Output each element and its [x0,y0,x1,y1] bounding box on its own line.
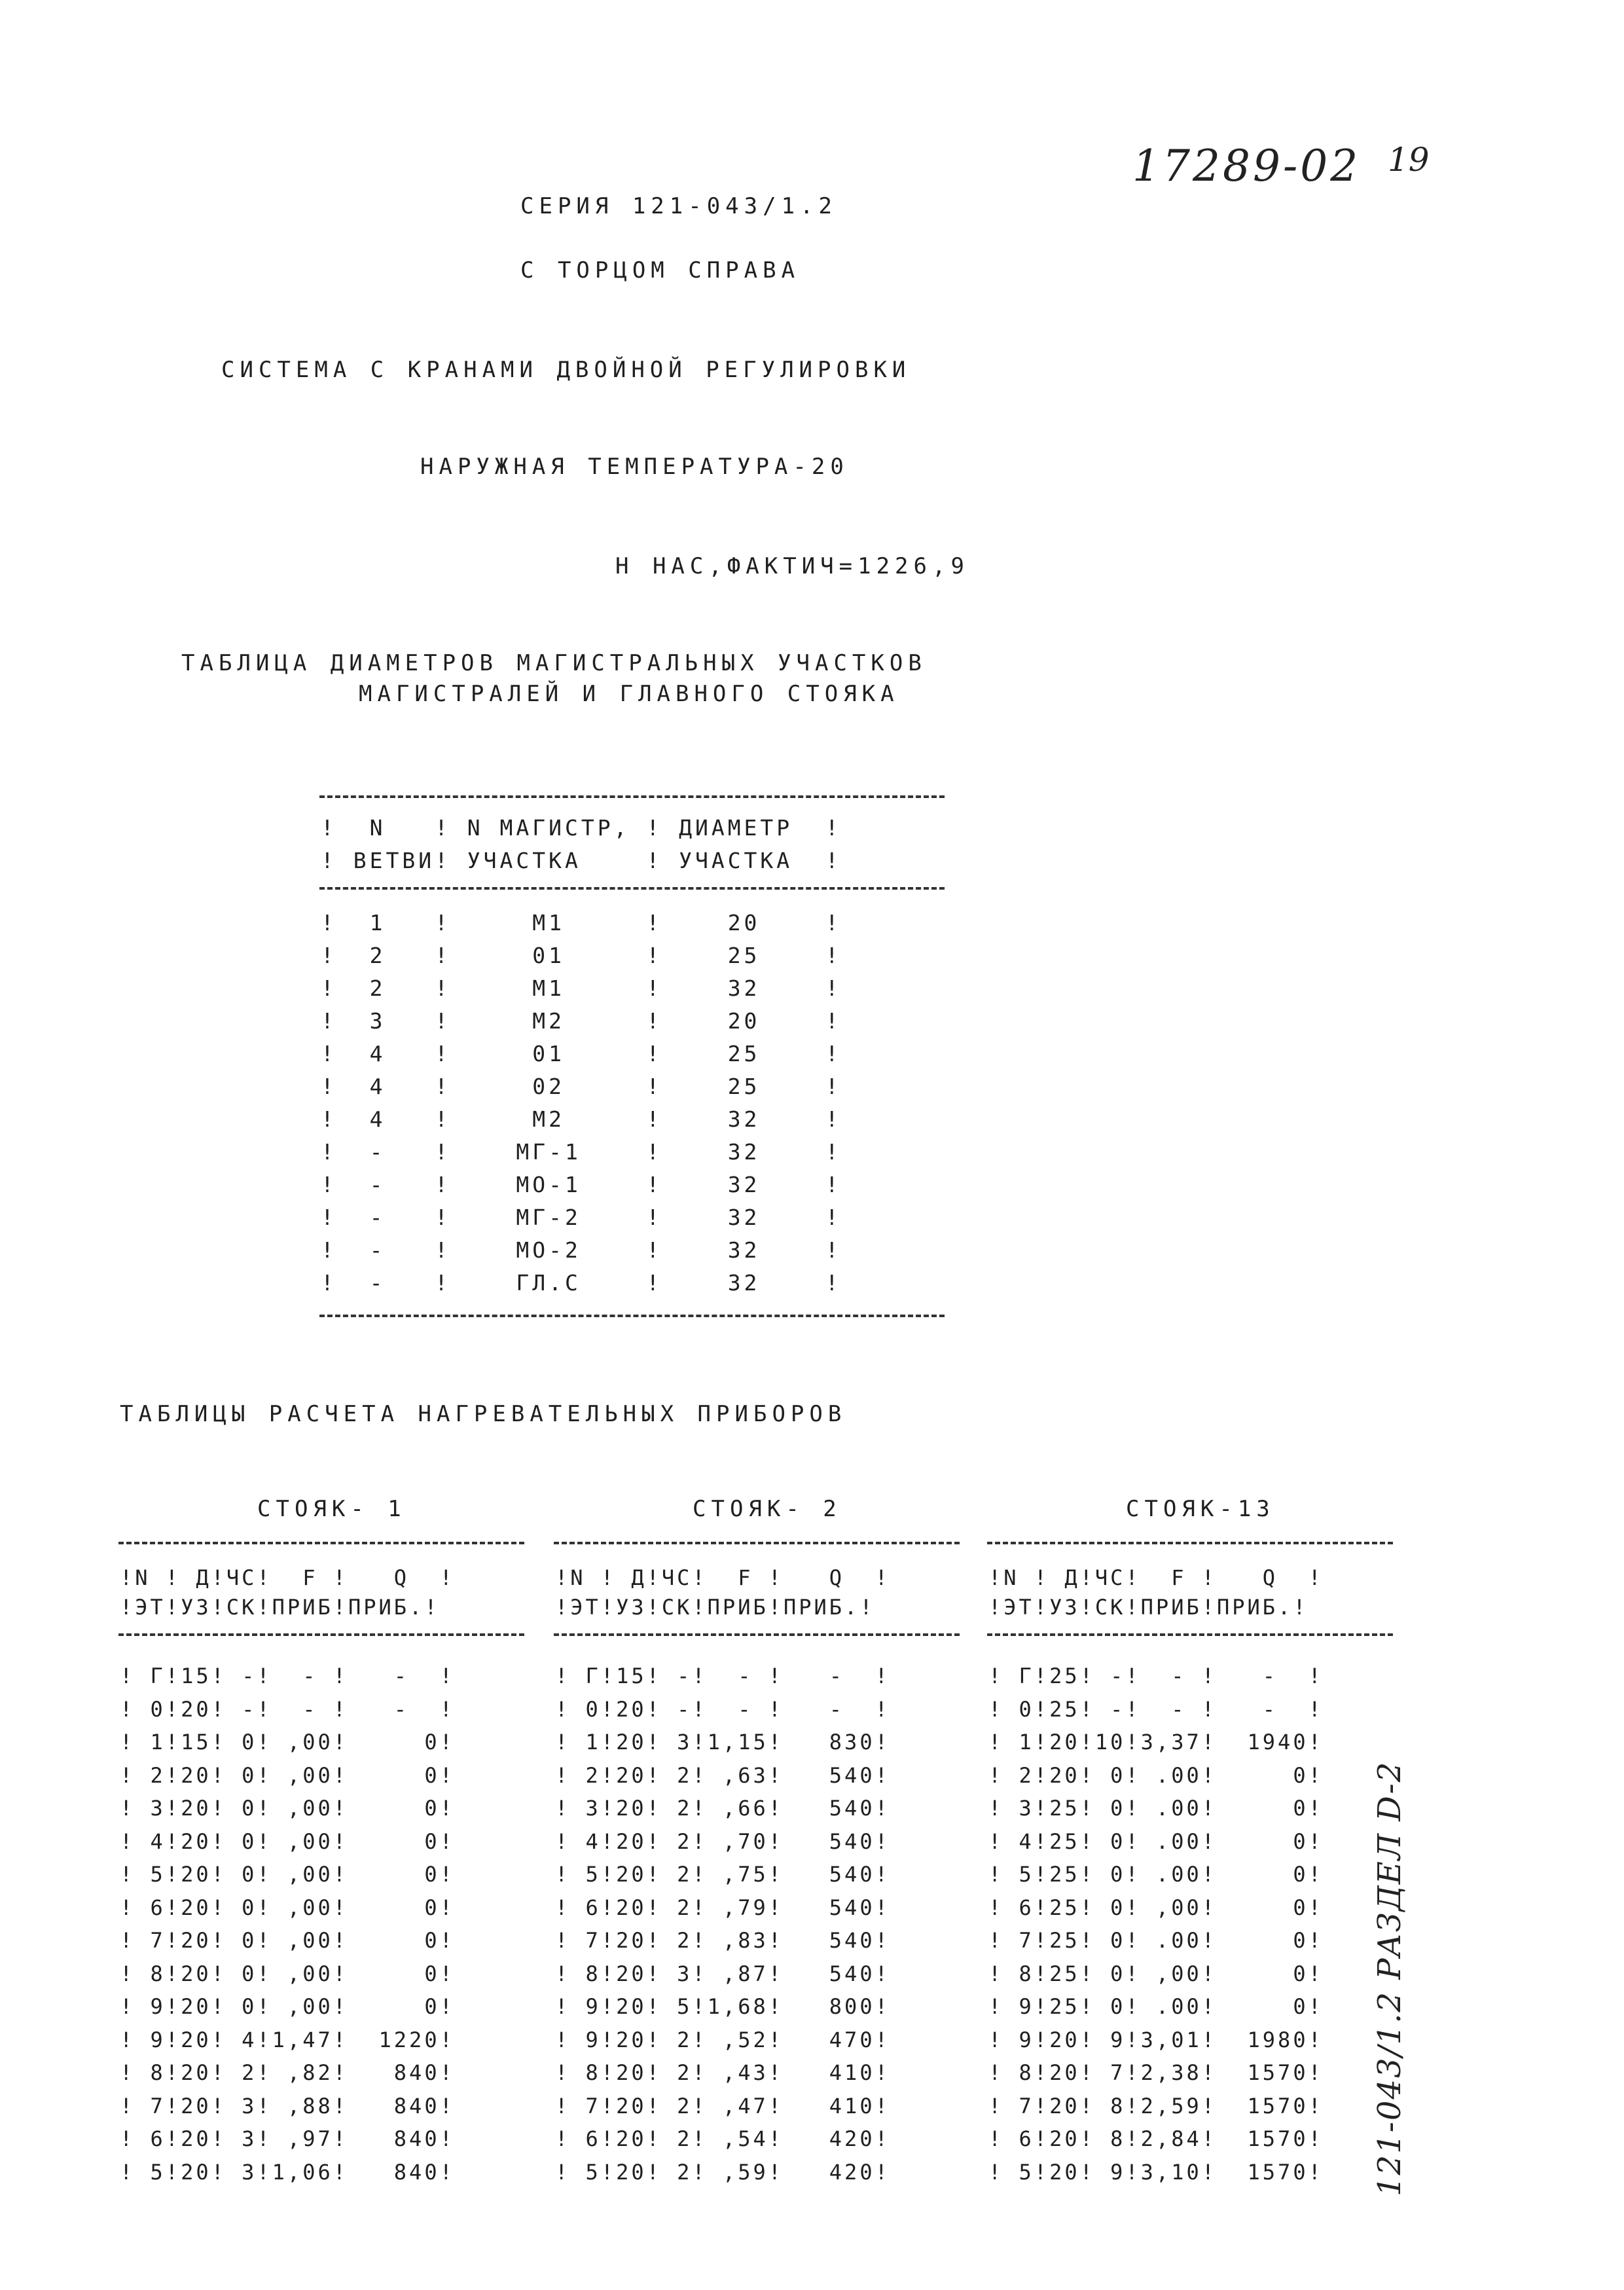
riser-row: ! 0!20! -! - ! - ! [120,1696,455,1722]
riser-header-rule [987,1633,1393,1636]
riser-row: ! 7!20! 8!2,59! 1570! [988,2093,1324,2118]
riser-row: ! 5!25! 0! .00! 0! [988,1862,1324,1887]
riser-row: ! 8!20! 3! ,87! 540! [555,1961,890,1986]
riser-row: ! 8!20! 2! ,82! 840! [120,2060,455,2085]
riser-row: ! 9!20! 4!1,47! 1220! [120,2027,455,2052]
riser-top-rule [118,1542,524,1544]
riser-top-rule [554,1542,960,1544]
riser-row: ! 6!20! 8!2,84! 1570! [988,2126,1324,2151]
subtitle: С ТОРЦОМ СПРАВА [520,257,801,283]
handwritten-page-number: 19 [1388,141,1430,179]
pump-head: Н НАС,ФАКТИЧ=1226,9 [615,553,969,579]
riser-row: ! 2!20! 0! ,00! 0! [120,1762,455,1788]
diameter-table-title: ТАБЛИЦА ДИАМЕТРОВ МАГИСТРАЛЬНЫХ УЧАСТКОВ [181,650,927,676]
riser-row: ! 6!20! 2! ,54! 420! [555,2126,890,2151]
riser-row: ! 8!20! 7!2,38! 1570! [988,2060,1324,2085]
riser-row: ! 6!25! 0! ,00! 0! [988,1895,1324,1920]
series-title: СЕРИЯ 121-043/1.2 [520,193,837,219]
riser-header-row1: !N ! Д!ЧС! F ! Q ! [555,1565,890,1590]
diameter-table-row: ! 4 ! 02 ! 25 ! [321,1074,842,1099]
diameter-table-row: ! - ! ГЛ.С ! 32 ! [321,1270,842,1296]
riser-row: ! 0!20! -! - ! - ! [555,1696,890,1722]
riser-row: ! 6!20! 3! ,97! 840! [120,2126,455,2151]
riser-row: ! 2!20! 2! ,63! 540! [555,1762,890,1788]
riser-row: ! 1!20!10!3,37! 1940! [988,1730,1324,1754]
riser-header-row2: !ЭТ!УЗ!СК!ПРИБ!ПРИБ.! [988,1595,1308,1620]
diameter-table-header-rule [319,887,945,890]
riser-row: ! 4!25! 0! .00! 0! [988,1828,1324,1854]
diameter-table-header-row1: ! N ! N МАГИСТР, ! ДИАМЕТР ! [321,815,842,841]
riser-row: ! Г!25! -! - ! - ! [988,1663,1324,1688]
riser-row: ! 5!20! 2! ,59! 420! [555,2159,890,2185]
diameter-table-row: ! - ! МГ-1 ! 32 ! [321,1139,842,1165]
riser-row: ! 3!25! 0! .00! 0! [988,1796,1324,1821]
diameter-table-top-rule [319,795,945,798]
riser-row: ! 3!20! 2! ,66! 540! [555,1796,890,1821]
riser-row: ! 1!20! 3!1,15! 830! [555,1730,890,1754]
riser-row: ! 7!20! 3! ,88! 840! [120,2093,455,2118]
diameter-table-bottom-rule [319,1315,945,1317]
riser-row: ! 6!20! 0! ,00! 0! [120,1895,455,1920]
diameter-table-row: ! - ! МО-2 ! 32 ! [321,1237,842,1263]
diameter-table-row: ! - ! МГ-2 ! 32 ! [321,1205,842,1230]
riser-row: ! 7!20! 2! ,83! 540! [555,1928,890,1953]
diameter-table-row: ! 2 ! 01 ! 25 ! [321,943,842,968]
diameter-table-row: ! 2 ! М1 ! 32 ! [321,975,842,1001]
riser-title: СТОЯК- 1 [257,1496,406,1522]
diameter-table-row: ! 1 ! М1 ! 20 ! [321,910,842,936]
riser-row: ! Г!15! -! - ! - ! [555,1663,890,1688]
riser-row: ! 2!20! 0! .00! 0! [988,1762,1324,1788]
riser-row: ! 4!20! 0! ,00! 0! [120,1828,455,1854]
riser-row: ! 9!25! 0! .00! 0! [988,1994,1324,2019]
diameter-table-row: ! 4 ! 01 ! 25 ! [321,1041,842,1066]
diameter-table-row: ! - ! МО-1 ! 32 ! [321,1172,842,1197]
riser-row: ! 8!20! 2! ,43! 410! [555,2060,890,2085]
riser-row: ! 8!20! 0! ,00! 0! [120,1961,455,1986]
riser-header-row2: !ЭТ!УЗ!СК!ПРИБ!ПРИБ.! [555,1595,875,1620]
riser-row: ! 9!20! 9!3,01! 1980! [988,2027,1324,2052]
handwritten-side-note: 121-043/1.2 РАЗДЕЛ D-2 [1371,1760,1408,2196]
riser-header-row2: !ЭТ!УЗ!СК!ПРИБ!ПРИБ.! [120,1595,440,1620]
diameter-table-row: ! 4 ! М2 ! 32 ! [321,1106,842,1132]
riser-row: ! 4!20! 2! ,70! 540! [555,1828,890,1854]
riser-row: ! Г!15! -! - ! - ! [120,1663,455,1688]
riser-row: ! 5!20! 0! ,00! 0! [120,1862,455,1887]
riser-row: ! 7!20! 2! ,47! 410! [555,2093,890,2118]
riser-row: ! 0!25! -! - ! - ! [988,1696,1324,1722]
riser-row: ! 3!20! 0! ,00! 0! [120,1796,455,1821]
outdoor-temperature: НАРУЖНАЯ ТЕМПЕРАТУРА-20 [420,454,849,480]
riser-row: ! 7!20! 0! ,00! 0! [120,1928,455,1953]
riser-header-rule [554,1633,960,1636]
riser-row: ! 5!20! 2! ,75! 540! [555,1862,890,1887]
heaters-title: ТАБЛИЦЫ РАСЧЕТА НАГРЕВАТЕЛЬНЫХ ПРИБОРОВ [120,1401,847,1427]
riser-row: ! 9!20! 5!1,68! 800! [555,1994,890,2019]
riser-header-row1: !N ! Д!ЧС! F ! Q ! [120,1565,455,1590]
diameter-table-subtitle: МАГИСТРАЛЕЙ И ГЛАВНОГО СТОЯКА [359,681,899,707]
riser-header-row1: !N ! Д!ЧС! F ! Q ! [988,1565,1324,1590]
riser-row: ! 5!20! 3!1,06! 840! [120,2159,455,2185]
riser-row: ! 9!20! 0! ,00! 0! [120,1994,455,2019]
riser-row: ! 1!15! 0! ,00! 0! [120,1730,455,1754]
riser-top-rule [987,1542,1393,1544]
riser-row: ! 7!25! 0! .00! 0! [988,1928,1324,1953]
system-title: СИСТЕМА С КРАНАМИ ДВОЙНОЙ РЕГУЛИРОВКИ [221,357,911,383]
riser-row: ! 6!20! 2! ,79! 540! [555,1895,890,1920]
riser-row: ! 9!20! 2! ,52! 470! [555,2027,890,2052]
riser-row: ! 8!25! 0! ,00! 0! [988,1961,1324,1986]
riser-row: ! 5!20! 9!3,10! 1570! [988,2159,1324,2185]
diameter-table-row: ! 3 ! М2 ! 20 ! [321,1008,842,1034]
riser-title: СТОЯК-13 [1126,1496,1275,1522]
diameter-table-header-row2: ! ВЕТВИ! УЧАСТКА ! УЧАСТКА ! [321,848,842,873]
handwritten-doc-number: 17289-02 [1132,141,1361,191]
riser-title: СТОЯК- 2 [693,1496,842,1522]
riser-header-rule [118,1633,524,1636]
